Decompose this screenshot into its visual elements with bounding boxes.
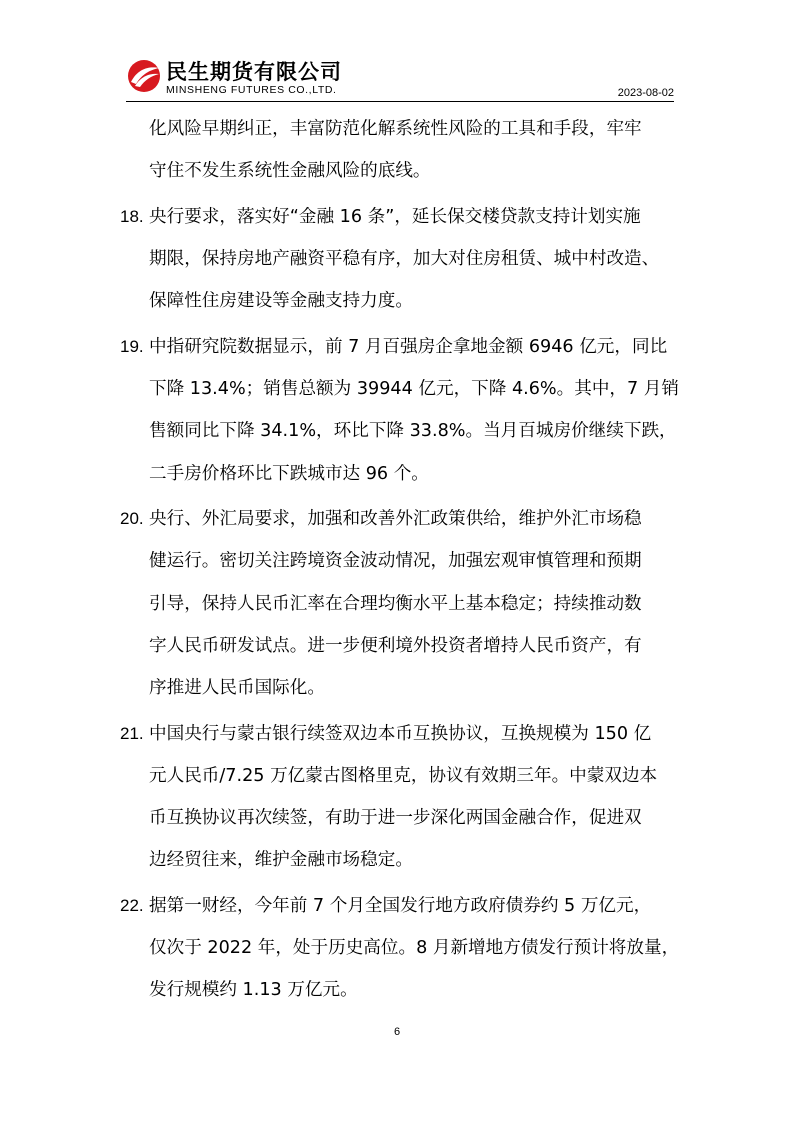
item-number: 18. [120,206,144,226]
text-line: 央行、外汇局要求，加强和改善外汇政策供给，维护外汇市场稳 [149,509,642,530]
text-line: 健运行。密切关注跨境资金波动情况，加强宏观审慎管理和预期 [149,551,642,572]
item-number: 19. [120,336,144,356]
continuation-paragraph [120,108,676,192]
news-item-19 [120,326,679,495]
news-item-22 [120,885,680,1012]
minsheng-logo-icon [126,58,162,94]
news-item-18 [120,196,676,323]
text-line: 发行规模约 1.13 万亿元。 [149,980,358,1001]
company-name-cn: 民生期货有限公司 [166,60,342,84]
text-line: 序推进人民币国际化。 [149,677,325,698]
text-line: 央行要求，落实好“金融 16 条”，延长保交楼贷款支持计划实施 [149,206,641,227]
text-line: 仅次于 2022 年，处于历史高位。8 月新增地方债发行预计将放量， [149,938,680,959]
text-line: 中国央行与蒙古银行续签双边本币互换协议，互换规模为 150 亿 [149,723,652,744]
item-number: 22. [120,895,144,915]
item-number: 21. [120,723,144,743]
news-item-21 [120,713,676,882]
header-divider [126,101,674,102]
text-line: 期限，保持房地产融资平稳有序，加大对住房租赁、城中村改造、 [149,249,660,270]
text-line: 下降 13.4%；销售总额为 39944 亿元，下降 4.6%。其中，7 月销 [149,379,679,400]
page-header [126,54,674,100]
text-line: 引导，保持人民币汇率在合理均衡水平上基本稳定；持续推动数 [149,593,642,614]
document-body [120,108,680,1011]
news-item-20 [120,498,676,709]
text-line: 字人民币研发试点。进一步便利境外投资者增持人民币资产，有 [149,635,642,656]
text-line: 币互换协议再次续签，有助于进一步深化两国金融合作，促进双 [149,808,642,828]
text-line: 二手房价格环比下跌城市达 96 个。 [149,463,429,484]
text-line: 售额同比下降 34.1%，环比下降 33.8%。当月百城房价继续下跌， [149,421,677,442]
page-number: 6 [393,1026,401,1038]
text-line: 中指研究院数据显示，前 7 月百强房企拿地金额 6946 亿元，同比 [149,336,668,357]
item-number: 20. [120,509,144,529]
report-date: 2023-08-02 [617,87,674,99]
text-line: 据第一财经，今年前 7 个月全国发行地方政府债券约 5 万亿元， [149,895,652,916]
text-line: 化风险早期纠正，丰富防范化解系统性风险的工具和手段，牢牢 [149,119,642,139]
text-line: 元人民币/7.25 万亿蒙古图格里克，协议有效期三年。中蒙双边本 [149,765,658,786]
text-line: 守住不发生系统性金融风险的底线。 [149,161,431,182]
company-name-en: MINSHENG FUTURES CO.,LTD. [166,84,337,96]
text-line: 边经贸往来，维护金融市场稳定。 [149,850,413,871]
text-line: 保障性住房建设等金融支持力度。 [149,291,413,312]
